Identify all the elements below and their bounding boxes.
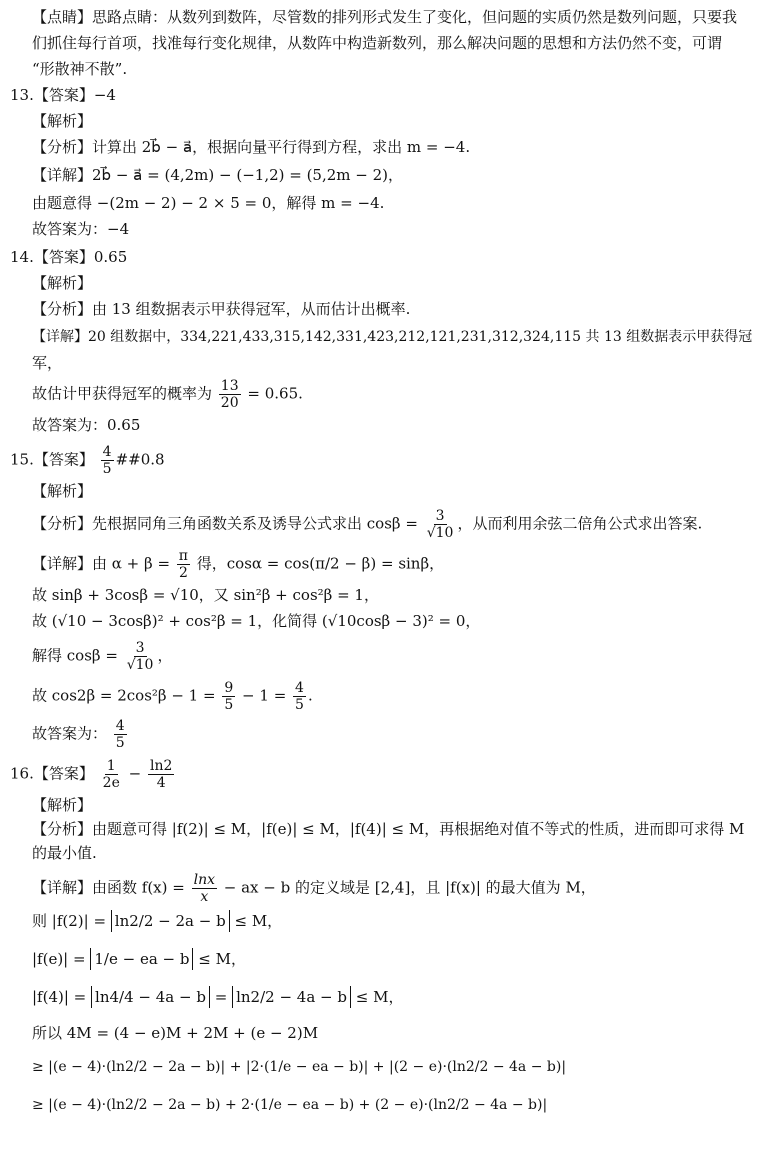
- q15-xiangjie-2: 故 sinβ + 3cosβ = √10，又 sin²β + cos²β = 1，: [32, 586, 379, 604]
- numerator: ln2: [150, 758, 173, 774]
- q16-x4-text: |f(4)| =: [32, 988, 87, 1006]
- q15-fenxi-text: 【分析】先根据同角三角函数关系及诱导公式求出 cosβ =: [32, 514, 418, 533]
- q15-final: [32, 718, 129, 751]
- numerator: 9: [224, 680, 234, 696]
- q15-x5-post: .: [307, 686, 313, 705]
- q15-jiexi: 【解析】: [32, 482, 93, 500]
- q15-x1-post: 得，cosα = cos(π/2 − β) = sinβ，: [196, 554, 445, 573]
- q15-xiangjie-5: [32, 680, 313, 713]
- q16-xiangjie-4: [32, 986, 403, 1008]
- q15-final-fraction: [114, 718, 127, 751]
- numerator: 4: [102, 444, 112, 460]
- denominator: 5: [115, 735, 125, 751]
- q16-fenxi-1: 【分析】由题意可得 |f(2)| ≤ M，|f(e)| ≤ M，|f(4)| ≤ M，再根据绝对值不等式的性质，进而即可求得 M: [32, 820, 745, 838]
- q16-answer-minus: −: [128, 764, 142, 783]
- denominator: 5: [224, 697, 234, 713]
- numerator: 4: [115, 718, 125, 734]
- denominator: √10: [426, 525, 454, 541]
- q15-xiangjie-4: [32, 640, 172, 673]
- numerator: 1: [106, 758, 116, 774]
- q16-x3-post: ≤ M，: [198, 950, 246, 968]
- q16-x4-post: ≤ M，: [355, 988, 404, 1006]
- q15-x1-fraction: [177, 548, 190, 581]
- q15-answer-alt: ##0.8: [115, 450, 165, 469]
- q14-fraction: [219, 378, 241, 411]
- q15-fenxi: [32, 508, 702, 541]
- q16-xiangjie-2: [32, 910, 282, 932]
- q13-answer-text: 【答案】−4: [33, 86, 116, 104]
- q14-estimate-text: 故估计甲获得冠军的概率为: [32, 384, 213, 403]
- q15-answer-label: 【答案】: [33, 450, 94, 469]
- denominator: 4: [156, 775, 166, 791]
- q16-x2-post: ≤ M，: [234, 912, 283, 930]
- q16-xiangjie-7: ≥ |(e − 4)·(ln2/2 − 2a − b) + 2·(1/e − ea − b) + (2 − e)·(ln2/2 − 4a − b)|: [32, 1097, 548, 1113]
- q16-xiangjie-6: ≥ |(e − 4)·(ln2/2 − 2a − b)| + |2·(1/e − ea − b)| + |(2 − e)·(ln2/2 − 4a − b)|: [32, 1059, 567, 1075]
- q16-jiexi: 【解析】: [32, 796, 93, 814]
- q16-xiangjie-5: 所以 4M = (4 − e)M + 2M + (e − 2)M: [32, 1024, 319, 1042]
- q13-number: 13.: [10, 86, 34, 104]
- denominator: 20: [220, 395, 239, 411]
- q15-x5-mid: − 1 =: [242, 686, 287, 705]
- q15-x4-post: ，: [157, 646, 173, 665]
- q13-final: 故答案为：−4: [32, 220, 130, 238]
- q14-answer: [10, 246, 127, 268]
- q16-number: 16.: [10, 764, 34, 783]
- denominator: x: [200, 889, 209, 905]
- q15-x1-text: 【详解】由 α + β =: [32, 554, 171, 573]
- q14-estimate: [32, 378, 303, 411]
- q13-answer: [10, 84, 116, 106]
- q16-x1-fraction: [192, 872, 217, 905]
- q16-x3-abs: 1/e − ea − b: [90, 948, 193, 970]
- q16-answer-fraction-1: [101, 758, 122, 791]
- q16-xiangjie-1: [32, 872, 596, 905]
- q14-final: 故答案为：0.65: [32, 416, 141, 434]
- q16-x4-abs-2: ln2/2 − 4a − b: [232, 986, 351, 1008]
- q16-x4-abs-1: ln4/4 − 4a − b: [91, 986, 210, 1008]
- q14-xiangjie: 【详解】20 组数据中，334,221,433,315,142,331,423,212,121,231,312,324,115 共 13 组数据表示甲获得冠: [32, 329, 753, 345]
- q15-x4-fraction: [125, 640, 156, 673]
- denominator: 2e: [102, 775, 120, 791]
- numerator: π: [178, 548, 188, 564]
- numerator: lnx: [193, 872, 215, 888]
- q16-x1-post: − ax − b 的定义域是 [2,4]，且 |f(x)| 的最大值为 M，: [223, 878, 596, 897]
- denominator: 5: [102, 461, 112, 477]
- q15-number: 15.: [10, 450, 34, 469]
- denominator: √10: [126, 657, 154, 673]
- q16-x4-eq: =: [214, 988, 228, 1006]
- q14-estimate-result: = 0.65.: [247, 384, 303, 403]
- q15-fenxi-fraction: [425, 508, 456, 541]
- q16-answer: [10, 758, 176, 791]
- q14-jiexi: 【解析】: [32, 274, 93, 292]
- q15-fenxi-post: ，从而利用余弦二倍角公式求出答案.: [457, 514, 703, 533]
- q15-xiangjie-1: [32, 548, 444, 581]
- numerator: 13: [220, 378, 239, 394]
- dianjing-line-2: 们抓住每行首项，找准每行变化规律，从数阵中构造新数列，那么解决问题的思想和方法仍然不变，可谓: [32, 34, 723, 52]
- q14-answer-text: 【答案】0.65: [33, 248, 128, 266]
- numerator: 3: [435, 508, 445, 524]
- q16-xiangjie-3: [32, 948, 246, 970]
- q16-x2-text: 则 |f(2)| =: [32, 912, 107, 930]
- q15-x5-fraction-1: [222, 680, 235, 713]
- q13-step: 由题意得 −(2m − 2) − 2 × 5 = 0，解得 m = −4.: [32, 194, 385, 212]
- q15-x5-fraction-2: [293, 680, 306, 713]
- q14-xiangjie-cont: 军，: [32, 354, 63, 372]
- q16-fenxi-2: 的最小值.: [32, 844, 97, 862]
- q15-x5-text: 故 cos2β = 2cos²β − 1 =: [32, 686, 216, 705]
- q13-xiangjie: 【详解】2b⃗ − a⃗ = (4,2m) − (−1,2) = (5,2m − 2)，: [32, 166, 404, 184]
- q13-fenxi: 【分析】计算出 2b⃗ − a⃗，根据向量平行得到方程，求出 m = −4.: [32, 138, 471, 156]
- q14-fenxi: 【分析】由 13 组数据表示甲获得冠军，从而估计出概率.: [32, 300, 411, 318]
- q15-xiangjie-3: 故 (√10 − 3cosβ)² + cos²β = 1，化简得 (√10cosβ − 3)² = 0，: [32, 612, 481, 630]
- dianjing-line-1: 【点睛】思路点睛：从数列到数阵，尽管数的排列形式发生了变化，但问题的实质仍然是数列问题，只要我: [32, 8, 738, 26]
- q16-x1-text: 【详解】由函数 f(x) =: [32, 878, 185, 897]
- q15-final-text: 故答案为：: [32, 724, 108, 743]
- numerator: 4: [295, 680, 304, 696]
- q16-x2-abs: ln2/2 − 2a − b: [111, 910, 230, 932]
- q16-answer-label: 【答案】: [33, 764, 94, 783]
- q16-x3-text: |f(e)| =: [32, 950, 86, 968]
- q13-jiexi: 【解析】: [32, 112, 93, 130]
- denominator: 2: [178, 565, 188, 581]
- denominator: 5: [295, 697, 304, 713]
- q15-x4-text: 解得 cosβ =: [32, 646, 118, 665]
- q15-answer: [10, 444, 165, 477]
- q16-answer-fraction-2: [148, 758, 174, 791]
- q14-number: 14.: [10, 248, 34, 266]
- numerator: 3: [135, 640, 145, 656]
- q15-answer-fraction: [101, 444, 114, 477]
- dianjing-line-3: “形散神不散”.: [32, 60, 128, 78]
